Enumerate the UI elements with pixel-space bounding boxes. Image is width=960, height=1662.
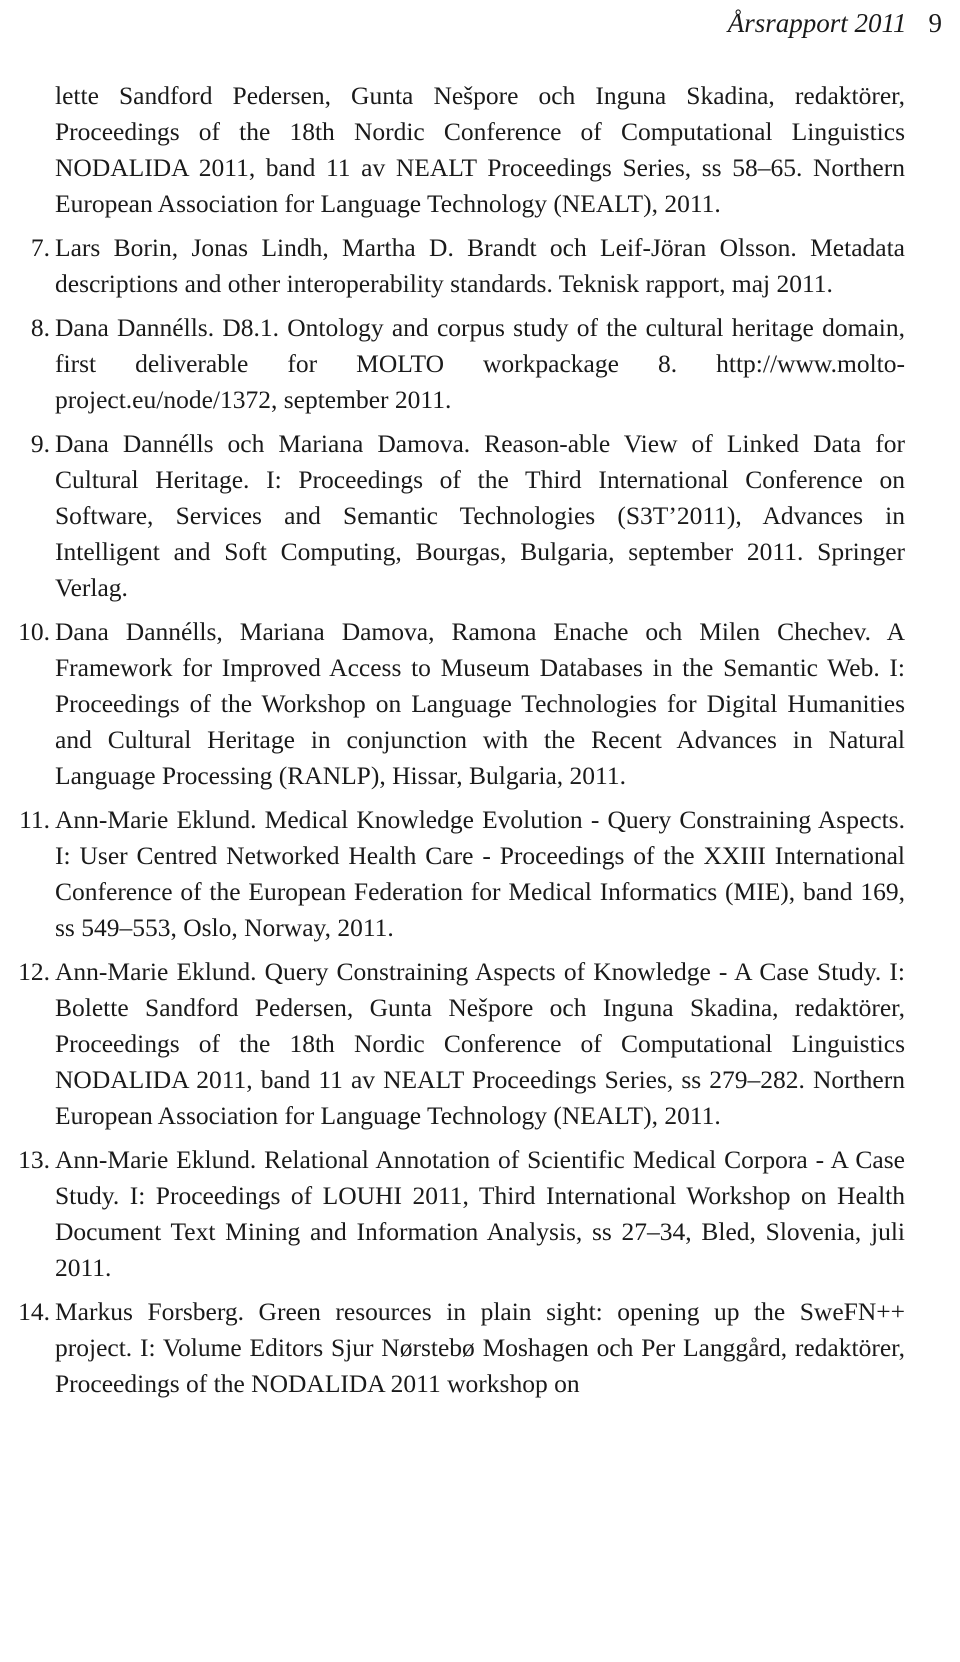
reference-text: Markus Forsberg. Green resources in plain sight: opening up the SweFN++ project. I: Volume Editors Sjur Nørstebø Moshagen och Per Langgård, redaktörer, Proceedings of the NODALIDA 2011 workshop on xyxy=(55,1297,905,1398)
reference-list xyxy=(0,78,960,1402)
running-header xyxy=(728,6,942,40)
reference-text: Ann-Marie Eklund. Medical Knowledge Evolution - Query Constraining Aspects. I: User Centred Networked Health Care - Proceedings of the XXIII International Conference of the European Federation for Medical Informatics (MIE), band 169, ss 549–553, Oslo, Norway, 2011. xyxy=(55,805,905,942)
reference-text: Dana Dannélls, Mariana Damova, Ramona Enache och Milen Chechev. A Framework for Improved Access to Museum Databases in the Semantic Web. I: Proceedings of the Workshop on Language Technologies for Digital Humanities and Cultural Heritage in conjunction with the Recent Advances in Natural Language Processing (RANLP), Hissar, Bulgaria, 2011. xyxy=(55,617,905,790)
running-title: Årsrapport 2011 xyxy=(727,8,907,38)
reference-item xyxy=(18,1294,905,1402)
reference-number: 11. xyxy=(19,805,50,834)
reference-number: 10. xyxy=(18,617,50,646)
reference-text: Ann-Marie Eklund. Query Constraining Aspects of Knowledge - A Case Study. I: Bolette Sandford Pedersen, Gunta Nešpore och Inguna Skadina, redaktörer, Proceedings of the 18th Nordic Conference of Computational Linguistics NODALIDA 2011, band 11 av NEALT Proceedings Series, ss 279–282. Northern European Association for Language Technology (NEALT), 2011. xyxy=(55,957,905,1130)
reference-text: Dana Dannélls. D8.1. Ontology and corpus study of the cultural heritage domain, first deliverable for MOLTO workpackage 8. http://www.molto-project.eu/node/1372, september 2011. xyxy=(55,313,905,414)
reference-item xyxy=(18,614,905,794)
reference-number: 14. xyxy=(18,1297,50,1326)
reference-number: 13. xyxy=(18,1145,50,1174)
page-number: 9 xyxy=(928,8,942,38)
reference-item xyxy=(30,426,905,606)
reference-item xyxy=(18,954,905,1134)
reference-text: Lars Borin, Jonas Lindh, Martha D. Brandt och Leif-Jöran Olsson. Metadata descriptions and other interoperability standards. Teknisk rapport, maj 2011. xyxy=(55,233,905,298)
reference-text: Ann-Marie Eklund. Relational Annotation of Scientific Medical Corpora - A Case Study. I: Proceedings of LOUHI 2011, Third International Workshop on Health Document Text Mining and Information Analysis, ss 27–34, Bled, Slovenia, juli 2011. xyxy=(55,1145,905,1282)
reference-continuation: lette Sandford Pedersen, Gunta Nešpore och Inguna Skadina, redaktörer, Proceedings of the 18th Nordic Conference of Computational Linguistics NODALIDA 2011, band 11 av NEALT Proceedings Series, ss 58–65. Northern European Association for Language Technology (NEALT), 2011. xyxy=(55,81,905,218)
reference-item xyxy=(30,230,905,302)
reference-item xyxy=(19,802,905,946)
reference-number: 9. xyxy=(30,429,50,458)
reference-number: 7. xyxy=(30,233,50,262)
reference-number: 12. xyxy=(18,957,50,986)
reference-text: Dana Dannélls och Mariana Damova. Reason-able View of Linked Data for Cultural Heritage. I: Proceedings of the Third International Conference on Software, Services and Semantic Technologies (S3T’2011), Advances in Intelligent and Soft Computing, Bourgas, Bulgaria, september 2011. Springer Verlag. xyxy=(55,429,905,602)
reference-item xyxy=(18,1142,905,1286)
reference-number: 8. xyxy=(30,313,50,342)
reference-item xyxy=(30,310,905,418)
